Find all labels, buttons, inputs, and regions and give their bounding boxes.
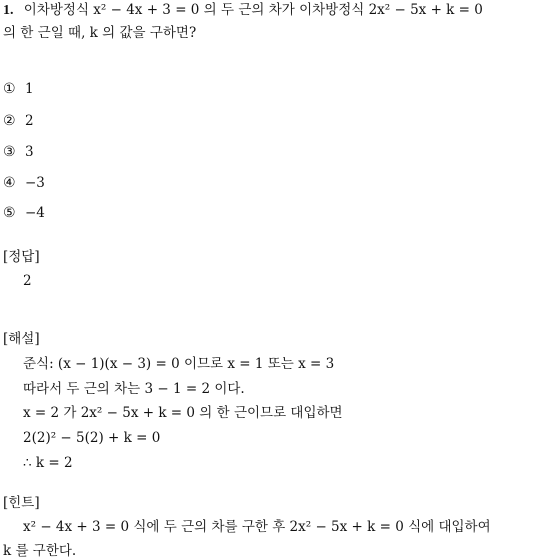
choice-5[interactable] — [3, 204, 45, 222]
question-line-2: 의 한 근일 때, k 의 값을 구하면? — [3, 25, 197, 41]
answer-heading: [정답] — [3, 249, 40, 265]
choice-mark-4: ④ — [3, 175, 16, 191]
hint-line-1: x² − 4x + 3 = 0 식에 두 근의 차를 구한 후 2x² − 5x + k = 0 식에 대입하여 — [23, 519, 491, 535]
explanation-line-2: 따라서 두 근의 차는 3 − 1 = 2 이다. — [23, 381, 245, 397]
question-text-1: 이차방정식 x² − 4x + 3 = 0 의 두 근의 차가 이차방정식 2x² − 5x + k = 0 — [23, 2, 483, 18]
choice-2[interactable] — [3, 112, 34, 130]
explanation-line-3: x = 2 가 2x² − 5x + k = 0 의 한 근이므로 대입하면 — [23, 405, 343, 421]
choice-value-1: 1 — [25, 81, 34, 97]
choice-value-3: 3 — [25, 144, 34, 160]
hint-heading: [힌트] — [3, 495, 40, 511]
choice-4[interactable] — [3, 174, 45, 192]
explanation-line-1: 준식: (x − 1)(x − 3) = 0 이므로 x = 1 또는 x = 3 — [23, 356, 335, 372]
choice-mark-3: ③ — [3, 144, 16, 160]
choice-3[interactable] — [3, 143, 34, 161]
explanation-heading: [해설] — [3, 331, 40, 347]
hint-line-2: k 를 구한다. — [3, 543, 77, 559]
choice-1[interactable] — [3, 80, 34, 98]
question-number: 1. — [3, 3, 14, 18]
choice-mark-1: ① — [3, 81, 16, 97]
choice-mark-2: ② — [3, 113, 16, 129]
explanation-line-4: 2(2)² − 5(2) + k = 0 — [23, 430, 161, 446]
choice-value-2: 2 — [25, 113, 34, 129]
answer-value: 2 — [23, 273, 32, 289]
explanation-line-5: ∴ k = 2 — [23, 455, 73, 471]
choice-value-4: −3 — [25, 175, 45, 191]
choice-value-5: −4 — [25, 205, 45, 221]
choice-mark-5: ⑤ — [3, 205, 16, 221]
question-line-1 — [3, 1, 483, 20]
